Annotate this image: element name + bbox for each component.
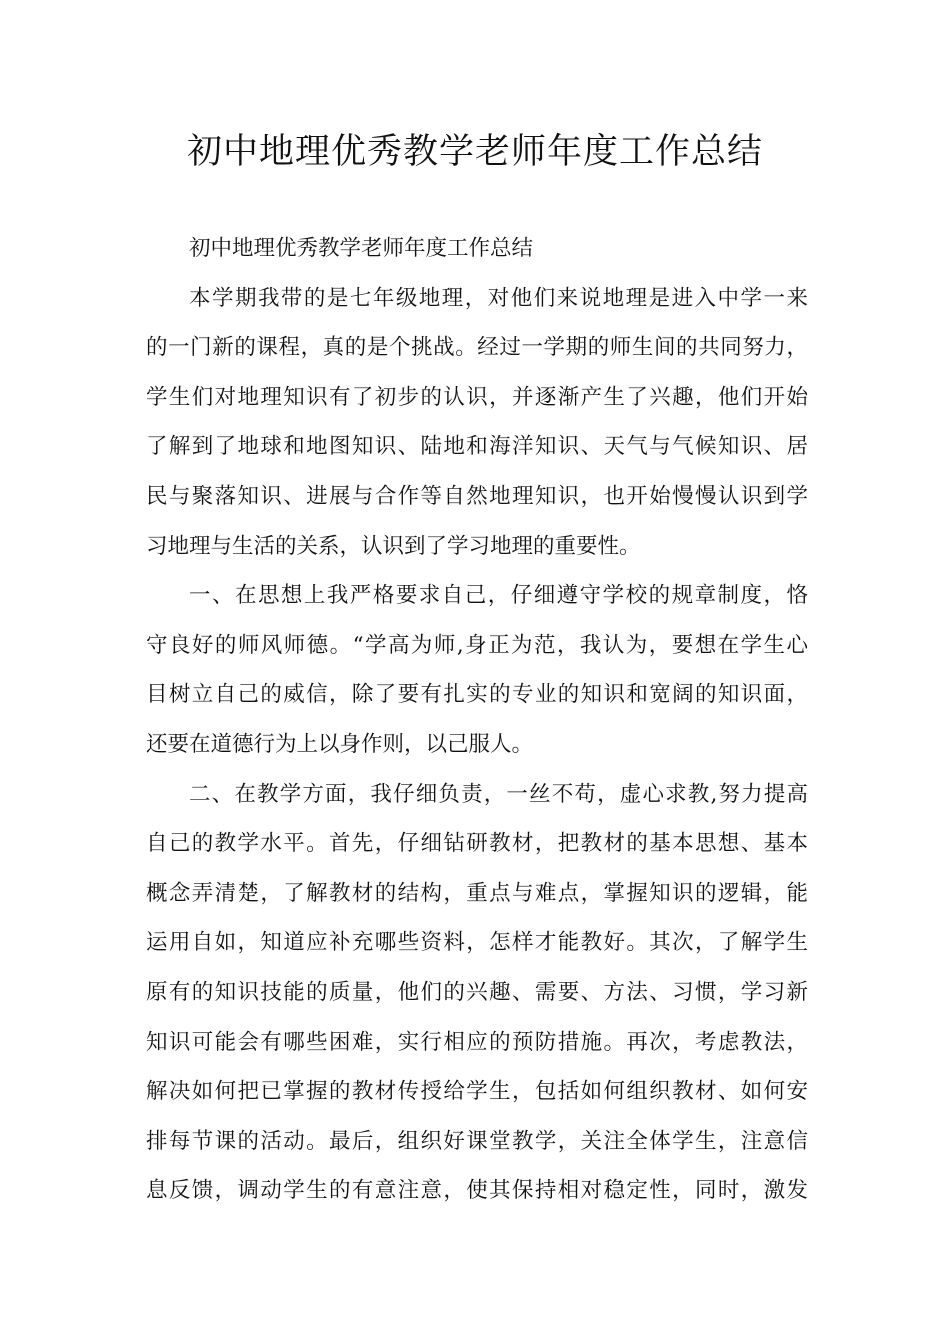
- paragraph-line: 本学期我带的是七年级地理，对他们来说地理是进入中学一来: [189, 285, 808, 311]
- paragraph-line: 学生们对地理知识有了初步的认识，并逐渐产生了兴趣，他们开始: [146, 384, 808, 410]
- paragraph-subtitle: [146, 224, 808, 274]
- paragraph-line: 习地理与生活的关系，认识到了学习地理的重要性。: [146, 533, 641, 559]
- paragraph-line: 自己的教学水平。首先，仔细钻研教材，把教材的基本思想、基本: [146, 831, 808, 857]
- paragraph-line: 一、在思想上我严格要求自己，仔细遵守学校的规章制度，恪: [189, 583, 808, 609]
- document-body: [146, 224, 808, 1216]
- paragraph-line: 目树立自己的威信，除了要有扎实的专业的知识和宽阔的知识面，: [146, 682, 808, 708]
- paragraph-line: 运用自如，知道应补充哪些资料，怎样才能教好。其次，了解学生: [146, 930, 808, 956]
- paragraph-line: 排每节课的活动。最后，组织好课堂教学，关注全体学生，注意信: [146, 1128, 808, 1154]
- paragraph-section-one: [146, 571, 808, 769]
- paragraph-line: 概念弄清楚，了解教材的结构，重点与难点，掌握知识的逻辑，能: [146, 880, 808, 906]
- paragraph-line: 了解到了地球和地图知识、陆地和海洋知识、天气与气候知识、居: [146, 434, 808, 460]
- paragraph-line: 解决如何把已掌握的教材传授给学生，包括如何组织教材、如何安: [146, 1079, 808, 1105]
- paragraph-line: 初中地理优秀教学老师年度工作总结: [189, 236, 534, 261]
- paragraph-intro: [146, 274, 808, 572]
- paragraph-line: 原有的知识技能的质量，他们的兴趣、需要、方法、习惯，学习新: [146, 979, 808, 1005]
- page-title: 初中地理优秀教学老师年度工作总结: [186, 132, 763, 172]
- paragraph-line: 的一门新的课程，真的是个挑战。经过一学期的师生间的共同努力，: [146, 335, 808, 361]
- paragraph-line: 知识可能会有哪些困难，实行相应的预防措施。再次，考虑教法，: [146, 1029, 808, 1055]
- paragraph-line: 民与聚落知识、进展与合作等自然地理知识，也开始慢慢认识到学: [146, 483, 808, 509]
- paragraph-section-two: [146, 770, 808, 1216]
- paragraph-line: 息反馈，调动学生的有意注意，使其保持相对稳定性，同时，激发: [146, 1178, 808, 1204]
- paragraph-line: 二、在教学方面，我仔细负责，一丝不苟，虚心求教,努力提高: [189, 781, 808, 807]
- paragraph-line: 守良好的师风师德。“学高为师,身正为范，我认为，要想在学生心: [146, 632, 808, 658]
- paragraph-line: 还要在道德行为上以身作则，以己服人。: [146, 731, 534, 757]
